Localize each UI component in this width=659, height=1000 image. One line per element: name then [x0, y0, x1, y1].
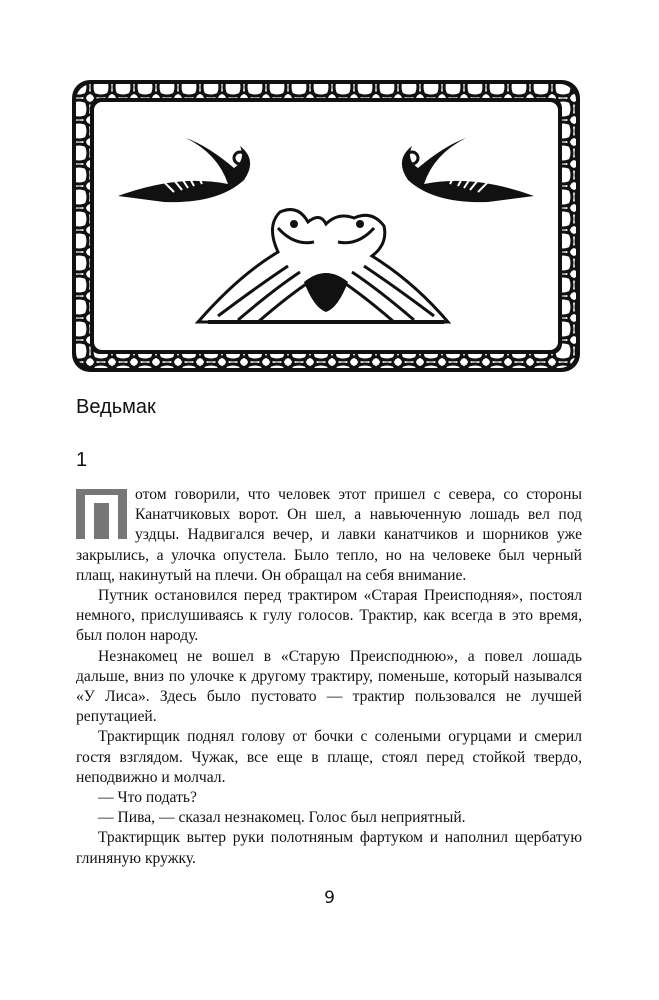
body-text	[76, 485, 582, 869]
paragraph-3: Незнакомец не вошел в «Старую Преисподнюю», а повел лошадь дальше, вниз по улочке к другому трактиру, поменьше, который назывался «У Лиса». Здесь было пустовато — трактир пользовался не лучшей репутацией.	[76, 647, 582, 726]
dialogue-line-1: — Что подать?	[98, 789, 197, 807]
dialogue-line-2: — Пива, — сказал незнакомец. Голос был неприятный.	[98, 809, 466, 827]
chapter-number: 1	[76, 449, 88, 471]
paragraph-1-text: отом говорили, что человек этот пришел с севера, со стороны Канатчиковых ворот. Он шел, а навьюченную лошадь вел под уздцы. Надвигался вечер, и лавки канатчиков и шорников уже закрылись, а улочка опустела. Было тепло, но на человеке был черный плащ, накинутый на плечи. Он обращал на себя внимание.	[76, 486, 582, 584]
paragraph-2: Путник остановился перед трактиром «Старая Преисподняя», постоял немного, прислушиваясь к гулу голосов. Трактир, как всегда в это время, был полон народу.	[76, 587, 582, 645]
page-number: 9	[324, 888, 335, 908]
ornamental-frame-illustration	[68, 76, 584, 376]
paragraph-4: Трактирщик поднял голову от бочки с солеными огурцами и смерил гостя взглядом. Чужак, все еще в плаще, стоял перед стойкой твердо, неподвижно и молчал.	[76, 728, 582, 786]
paragraph-5: Трактирщик вытер руки полотняным фартуком и наполнил щербатую глиняную кружку.	[76, 829, 582, 867]
drop-cap	[76, 489, 127, 539]
chapter-title: Ведьмак	[76, 396, 156, 418]
paragraph-1	[76, 485, 582, 586]
